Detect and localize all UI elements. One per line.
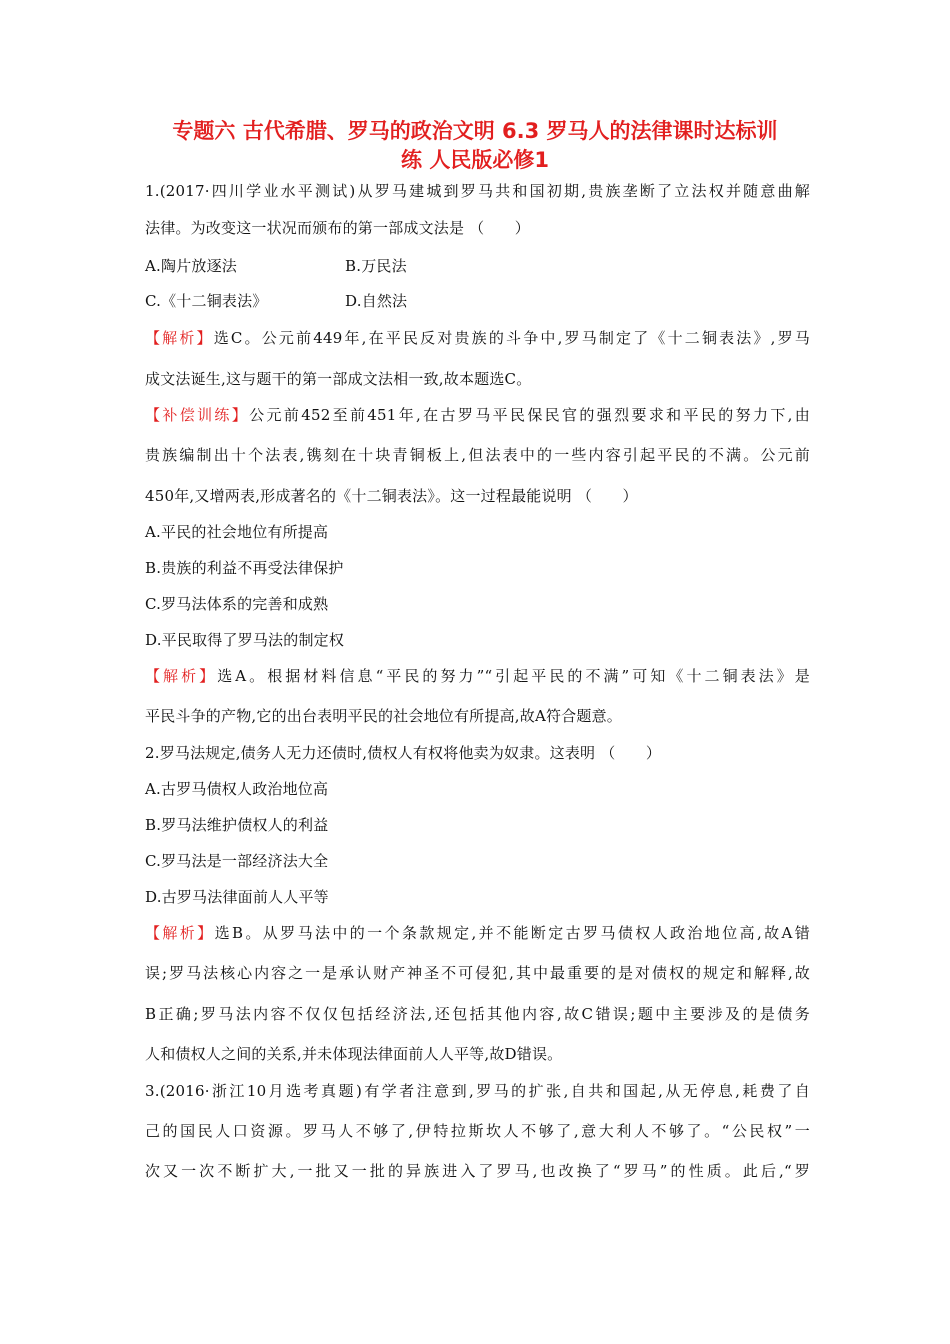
q1-stem-line-2: 法律。为改变这一状况而颁布的第一部成文法是 （ ） <box>145 219 530 237</box>
q1-analysis-text-1: 选C。公元前449年,在平民反对贵族的斗争中,罗马制定了《十二铜表法》,罗马 <box>213 329 810 347</box>
q2-stem: 2.罗马法规定,债务人无力还债时,债权人有权将他卖为奴隶。这表明 （ ） <box>145 744 662 762</box>
q2-option-a: A.古罗马债权人政治地位高 <box>145 780 329 798</box>
q2-analysis-line-3: B正确;罗马法内容不仅仅包括经济法,还包括其他内容,故C错误;题中主要涉及的是债务 <box>145 1005 810 1023</box>
supplement-analysis-text-1: 选A。根据材料信息“平民的努力”“引起平民的不满”可知《十二铜表法》是 <box>217 667 810 685</box>
supplement-option-d: D.平民取得了罗马法的制定权 <box>145 631 345 649</box>
supplement-option-b: B.贵族的利益不再受法律保护 <box>145 559 344 577</box>
q1-options-row-2 <box>145 290 810 311</box>
q1-analysis-tag: 【解析】 <box>145 329 214 347</box>
supplement-option-a: A.平民的社会地位有所提高 <box>145 523 329 541</box>
title-line-2: 练 人民版必修1 <box>401 148 549 172</box>
q1-options-row-1 <box>145 255 810 276</box>
q2-analysis-line-4: 人和债权人之间的关系,并未体现法律面前人人平等,故D错误。 <box>145 1045 563 1063</box>
supplement-line-1 <box>145 404 810 425</box>
q1-option-a: A.陶片放逐法 <box>145 257 238 275</box>
supplement-line-3: 450年,又增两表,形成著名的《十二铜表法》。这一过程最能说明 （ ） <box>145 487 638 505</box>
supplement-option-c: C.罗马法体系的完善和成熟 <box>145 595 329 613</box>
q2-option-d: D.古罗马法律面前人人平等 <box>145 888 329 906</box>
supplement-line-2: 贵族编制出十个法表,镌刻在十块青铜板上,但法表中的一些内容引起平民的不满。公元前 <box>145 446 810 464</box>
document-title <box>120 117 830 175</box>
q2-analysis-tag: 【解析】 <box>145 924 215 942</box>
supplement-tag: 【补偿训练】 <box>145 406 250 424</box>
q2-analysis-text-1: 选B。从罗马法中的一个条款规定,并不能断定古罗马债权人政治地位高,故A错 <box>214 924 810 942</box>
q3-stem-line-1: 3.(2016·浙江10月选考真题)有学者注意到,罗马的扩张,自共和国起,从无停息,耗费了自 <box>145 1082 810 1100</box>
supplement-text-1: 公元前452至前451年,在古罗马平民保民官的强烈要求和平民的努力下,由 <box>249 406 810 424</box>
supplement-analysis-line-1 <box>145 665 810 686</box>
q2-analysis-line-1 <box>145 922 810 943</box>
q2-option-c: C.罗马法是一部经济法大全 <box>145 852 329 870</box>
q1-analysis-line-1 <box>145 327 810 348</box>
supplement-analysis-line-2: 平民斗争的产物,它的出台表明平民的社会地位有所提高,故A符合题意。 <box>145 707 622 725</box>
q2-option-b: B.罗马法维护债权人的利益 <box>145 816 329 834</box>
q1-stem-line-1: 1.(2017·四川学业水平测试)从罗马建城到罗马共和国初期,贵族垄断了立法权并随意曲解 <box>145 182 810 200</box>
q3-stem-line-3: 次又一次不断扩大,一批又一批的异族进入了罗马,也改换了“罗马”的性质。此后,“罗 <box>145 1162 810 1180</box>
q1-option-b: B.万民法 <box>345 257 407 275</box>
q2-analysis-line-2: 误;罗马法核心内容之一是承认财产神圣不可侵犯,其中最重要的是对债权的规定和解释,故 <box>145 964 810 982</box>
q1-analysis-line-2: 成文法诞生,这与题干的第一部成文法相一致,故本题选C。 <box>145 370 532 388</box>
q1-option-c: C.《十二铜表法》 <box>145 292 268 310</box>
q3-stem-line-2: 己的国民人口资源。罗马人不够了,伊特拉斯坎人不够了,意大利人不够了。“公民权”一 <box>145 1122 810 1140</box>
supplement-analysis-tag: 【解析】 <box>145 667 218 685</box>
title-line-1: 专题六 古代希腊、罗马的政治文明 6.3 罗马人的法律课时达标训 <box>172 119 778 143</box>
q1-option-d: D.自然法 <box>345 292 408 310</box>
